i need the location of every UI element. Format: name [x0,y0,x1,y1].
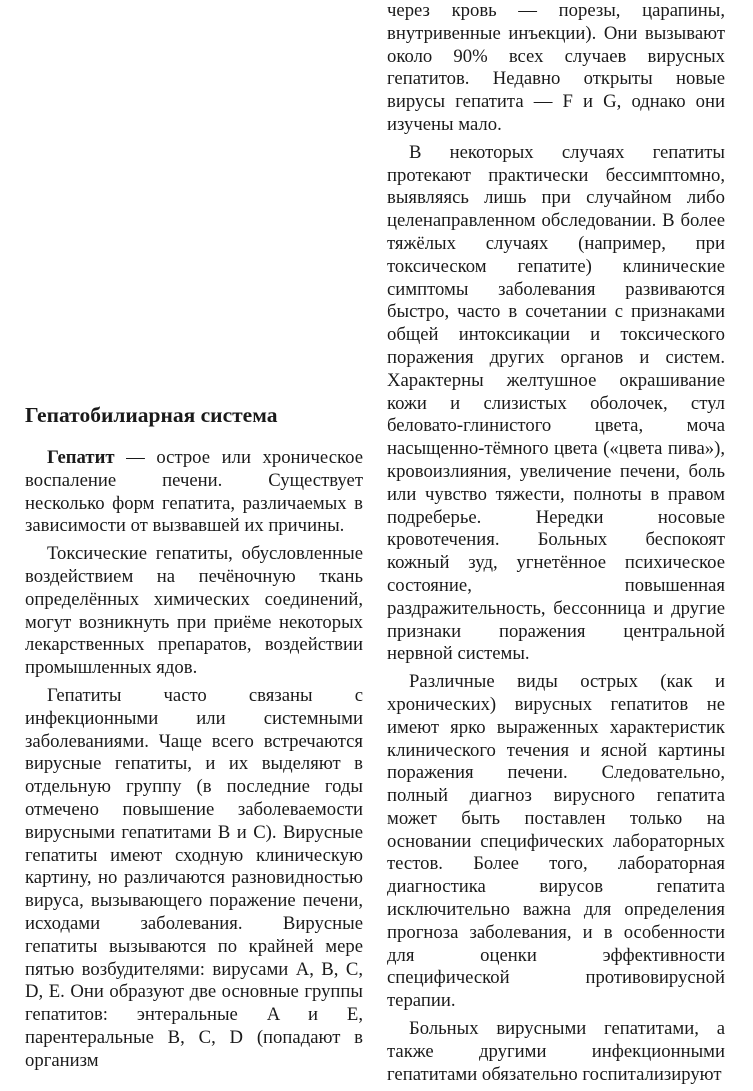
paragraph-continuation: через кровь — порезы, царапины, внутривенные инъекции). Они вызывают около 90% всех случаев вирусных гепатитов. Недавно открыты новые вирусы гепатита — F и G, однако они изучены мало. [387,0,725,135]
paragraph-toxic-hepatitis: Токсические гепатиты, обусловленные воздействием на печёночную ткань определённых химических соединений, могут возникнуть при приёме некоторых лекарственных препаратов, воздействии промышленных ядов. [25,543,363,679]
term-hepatitis: Гепатит [47,447,115,468]
paragraph-symptoms: В некоторых случаях гепатиты протекают практически бессимптомно, выявляясь лишь при случайном либо целенаправленном обследовании. В более тяжёлых случаях (например, при токсическом гепатите) клинические симптомы заболевания развиваются быстро, часто в сочетании с признаками общей интоксикации и токсического поражения других органов и систем. Характерны желтушное окрашивание кожи и слизистых оболочек, стул беловато-глинистого цвета, моча насыщенно-тёмного цвета («цвета пива»), кровоизлияния, увеличение печени, боль или чувство тяжести, полноты в правом подреберье. Нередки носовые кровотечения. Больных беспокоят кожный зуд, угнетённое психическое состояние, повышенная раздражительность, бессонница и другие признаки поражения центральной нервной системы. [387,141,725,665]
section-title: Гепатобилиарная система [25,403,278,427]
right-column [387,0,725,1091]
left-column [25,447,363,1078]
paragraph-text: — острое или хроническое воспаление печени. Существует несколько форм гепатита, различаемых в зависимости от вызвавшей их причины. [25,447,363,537]
paragraph-diagnosis: Различные виды острых (как и хронических) вирусных гепатитов не имеют ярко выраженных характеристик клинического течения и ясной картины поражения печени. Следовательно, полный диагноз вирусного гепатита может быть поставлен только на основании специфических лабораторных тестов. Более того, лабораторная диагностика вирусов гепатита исключительно важна для определения прогноза заболевания, и в особенности для оценки эффективности специфической противовирусной терапии. [387,671,725,1012]
paragraph-hepatitis-definition [25,447,363,538]
paragraph-viral-hepatitis: Гепатиты часто связаны с инфекционными или системными заболеваниями. Чаще всего встречаются вирусные гепатиты, и их выделяют в отдельную группу (в последние годы отмечено повышение заболеваемости вирусными гепатитами B и C). Вирусные гепатиты имеют сходную клиническую картину, но различаются разновидностью вируса, вызывающего поражение печени, исходами заболевания. Вирусные гепатиты вызываются по крайней мере пятью возбудителями: вирусами A, B, C, D, E. Они образуют две основные группы гепатитов: энтеральные A и E, парентеральные B, C, D (попадают в организм [25,684,363,1071]
paragraph-hospitalization: Больных вирусными гепатитами, а также другими инфекционными гепатитами обязательно госпитализируют [387,1018,725,1085]
